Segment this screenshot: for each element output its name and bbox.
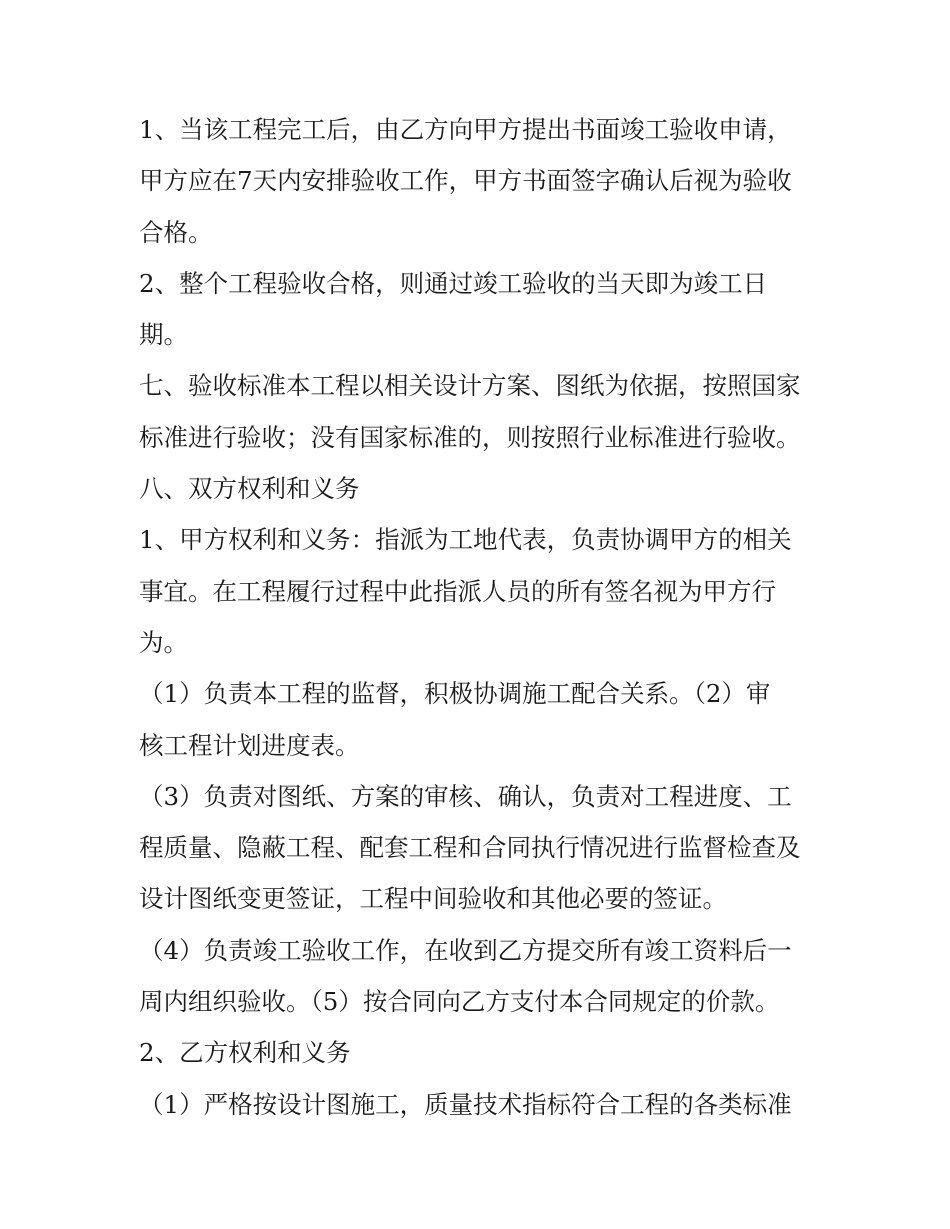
text-line: 周内组织验收。（5）按合同向乙方支付本合同规定的价款。	[139, 987, 780, 1017]
text-line: 事宜。在工程履行过程中此指派人员的所有签名视为甲方行	[139, 576, 776, 606]
text-line: 核工程计划进度表。	[139, 730, 360, 760]
text-line: 甲方应在7天内安排验收工作，甲方书面签字确认后视为验收	[139, 166, 792, 196]
text-line: （3）负责对图纸、方案的审核、确认，负责对工程进度、工	[139, 781, 792, 811]
text-line: （1）负责本工程的监督，积极协调施工配合关系。（2）审	[139, 679, 771, 709]
section-heading: 八、双方权利和义务	[139, 474, 360, 504]
text-line: 为。	[139, 627, 188, 657]
text-line: 1、甲方权利和义务：指派为工地代表，负责协调甲方的相关	[139, 525, 792, 555]
text-line: 2、整个工程验收合格，则通过竣工验收的当天即为竣工日	[139, 268, 768, 298]
text-line: 期。	[139, 320, 188, 350]
subsection-heading: 2、乙方权利和义务	[139, 1038, 351, 1068]
text-line: 七、验收标准本工程以相关设计方案、图纸为依据，按照国家	[139, 371, 801, 401]
text-line: 合格。	[139, 217, 213, 247]
text-line: 程质量、隐蔽工程、配套工程和合同执行情况进行监督检查及	[139, 833, 801, 863]
body-text	[139, 104, 819, 1130]
text-line: （1）严格按设计图施工，质量技术指标符合工程的各类标准	[139, 1089, 792, 1119]
text-line: 设计图纸变更签证，工程中间验收和其他必要的签证。	[139, 884, 727, 914]
text-line: （4）负责竣工验收工作，在收到乙方提交所有竣工资料后一	[139, 935, 792, 965]
text-line: 标准进行验收；没有国家标准的，则按照行业标准进行验收。	[139, 422, 801, 452]
text-line: 1、当该工程完工后，由乙方向甲方提出书面竣工验收申请，	[139, 115, 792, 144]
